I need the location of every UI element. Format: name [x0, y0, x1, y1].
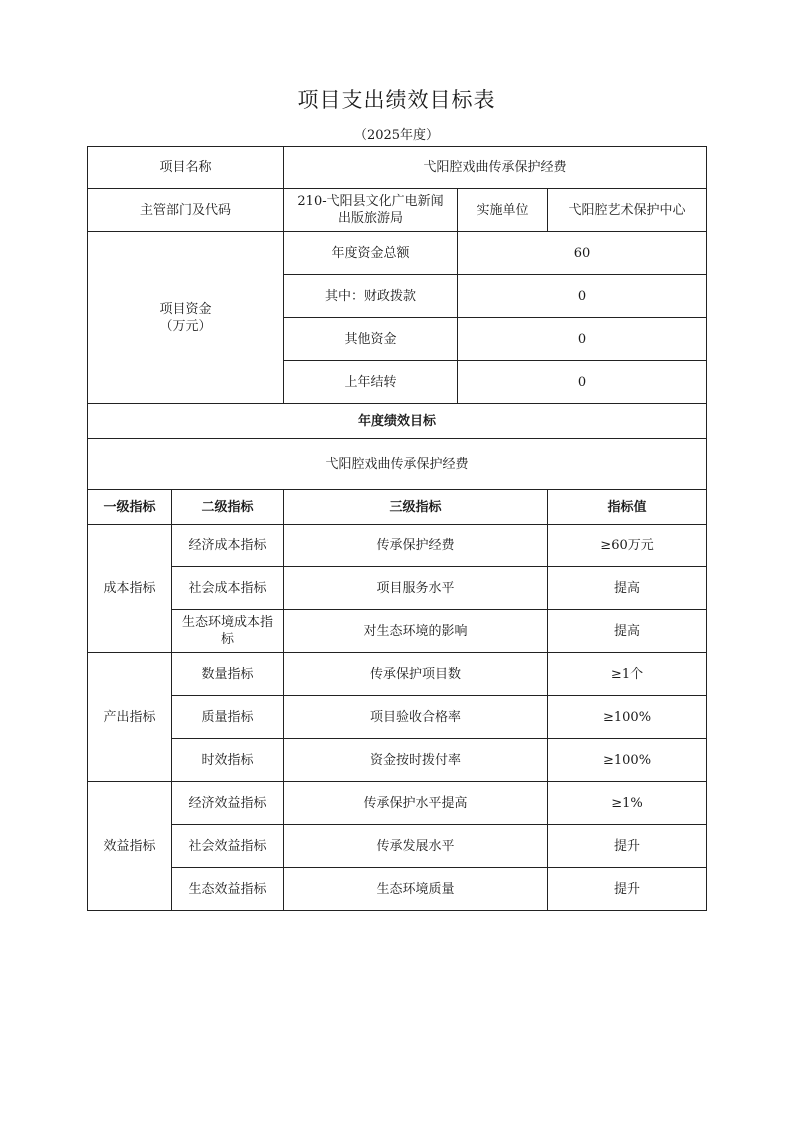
level3-indicator: 对生态环境的影响	[284, 610, 548, 653]
level3-indicator: 项目验收合格率	[284, 696, 548, 739]
page-title: 项目支出绩效目标表	[297, 88, 496, 112]
table-row	[88, 739, 707, 782]
implementing-unit-value: 弋阳腔艺术保护中心	[548, 189, 707, 232]
level2-indicator: 社会成本指标	[172, 567, 284, 610]
level2-indicator: 生态效益指标	[172, 868, 284, 911]
indicator-value: ≥100%	[548, 696, 707, 739]
indicator-value: ≥1个	[548, 653, 707, 696]
level1-indicator: 成本指标	[88, 525, 172, 653]
table-row	[88, 696, 707, 739]
department-label: 主管部门及代码	[88, 189, 284, 232]
level3-indicator: 生态环境质量	[284, 868, 548, 911]
funds-label-line-1: 项目资金	[159, 301, 212, 317]
funds-row-total	[88, 232, 707, 275]
funds-item-label: 其他资金	[284, 318, 458, 361]
funds-item-value: 60	[458, 232, 707, 275]
department-line-1: 210-弋阳县文化广电新闻	[297, 194, 444, 209]
table-row	[88, 610, 707, 653]
funds-label	[88, 232, 284, 404]
funds-item-value: 0	[458, 275, 707, 318]
level1-indicator: 产出指标	[88, 653, 172, 782]
department-row	[88, 189, 707, 232]
level3-indicator: 传承保护水平提高	[284, 782, 548, 825]
table-row	[88, 653, 707, 696]
level2-indicator: 时效指标	[172, 739, 284, 782]
level3-indicator: 资金按时拨付率	[284, 739, 548, 782]
indicator-value: ≥100%	[548, 739, 707, 782]
level2-indicator: 质量指标	[172, 696, 284, 739]
funds-label-line-2: （万元）	[159, 318, 212, 334]
level2-indicator-line-2: 标	[221, 632, 235, 647]
funds-item-value: 0	[458, 361, 707, 404]
table-row	[88, 525, 707, 567]
column-header-value: 指标值	[548, 490, 707, 525]
annual-goal-header-row	[88, 404, 707, 439]
column-header-level3: 三级指标	[284, 490, 548, 525]
column-header-level2: 二级指标	[172, 490, 284, 525]
table-row	[88, 825, 707, 868]
level3-indicator: 项目服务水平	[284, 567, 548, 610]
department-value	[284, 189, 458, 232]
annual-goal-text: 弋阳腔戏曲传承保护经费	[88, 439, 707, 490]
performance-goal-table	[87, 146, 707, 911]
level2-indicator: 社会效益指标	[172, 825, 284, 868]
indicator-value: 提高	[548, 567, 707, 610]
level3-indicator: 传承发展水平	[284, 825, 548, 868]
level2-indicator: 经济成本指标	[172, 525, 284, 567]
project-name-value: 弋阳腔戏曲传承保护经费	[284, 147, 707, 189]
fiscal-year: （2025年度）	[353, 128, 440, 143]
funds-item-label: 年度资金总额	[284, 232, 458, 275]
level2-indicator: 数量指标	[172, 653, 284, 696]
table-row	[88, 567, 707, 610]
project-name-row	[88, 147, 707, 189]
indicator-value: ≥60万元	[548, 525, 707, 567]
level3-indicator: 传承保护项目数	[284, 653, 548, 696]
column-header-level1: 一级指标	[88, 490, 172, 525]
level2-indicator-line-1: 生态环境成本指	[182, 615, 274, 630]
annual-goal-label: 年度绩效目标	[88, 404, 707, 439]
department-line-2: 出版旅游局	[338, 211, 404, 226]
funds-item-value: 0	[458, 318, 707, 361]
indicator-value: 提升	[548, 868, 707, 911]
level3-indicator: 传承保护经费	[284, 525, 548, 567]
indicator-value: 提升	[548, 825, 707, 868]
indicator-value: 提高	[548, 610, 707, 653]
annual-goal-row	[88, 439, 707, 490]
indicator-header-row	[88, 490, 707, 525]
table-row	[88, 782, 707, 825]
level1-indicator: 效益指标	[88, 782, 172, 911]
level2-indicator: 经济效益指标	[172, 782, 284, 825]
funds-item-label: 上年结转	[284, 361, 458, 404]
project-name-label: 项目名称	[88, 147, 284, 189]
indicator-value: ≥1%	[548, 782, 707, 825]
implementing-unit-label: 实施单位	[458, 189, 548, 232]
level2-indicator	[172, 610, 284, 653]
funds-item-label: 其中：财政拨款	[284, 275, 458, 318]
table-row	[88, 868, 707, 911]
